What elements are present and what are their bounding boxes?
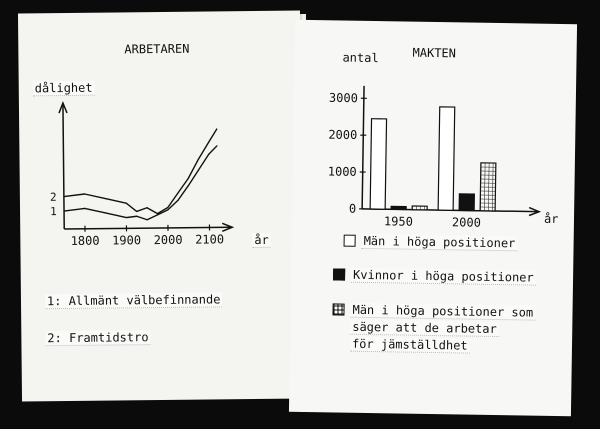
bar-1950-series-1 [370, 119, 386, 210]
bar-legend-3-line-3: för jämställdhet [350, 337, 470, 354]
series-marker-label-1: 1 [49, 205, 57, 219]
x-tick-label: 1800 [70, 233, 100, 248]
legend-entry-1: 1: Allmänt välbefinnande [45, 292, 223, 309]
y-tick-label: 2000 [328, 127, 358, 143]
left-page [18, 11, 304, 402]
x-tick-label: 2100 [195, 232, 225, 247]
legend-swatch-grid [332, 303, 344, 315]
bar-chart-x-label: år [543, 211, 559, 226]
bar-1950-series-2 [391, 206, 406, 209]
x-axis [64, 227, 230, 229]
y-tick-label: 1000 [327, 164, 357, 179]
bar-chart-title: MAKTEN [412, 45, 457, 61]
series-line-2 [63, 129, 217, 215]
bar-legend-3-line-2: säger att de arbetar [350, 320, 499, 337]
bar-legend-2: Kvinnor i höga positioner [351, 268, 536, 286]
bar-1950-series-3 [412, 206, 427, 210]
bar-2000-series-2 [459, 194, 474, 211]
y-tick-label: 0 [348, 201, 357, 216]
legend-entry-2: 2: Framtidstro [45, 330, 150, 346]
line-chart-x-label: år [252, 233, 271, 248]
bar-2000-series-3 [480, 163, 496, 211]
x-category-label: 2000 [451, 215, 481, 230]
line-chart-y-label: dålighet [33, 81, 95, 97]
bar-2000-series-1 [438, 107, 455, 210]
legend-swatch-black [333, 268, 345, 280]
right-page [289, 20, 577, 416]
bar-legend-1: Män i höga positioner [362, 234, 518, 251]
y-tick-label: 3000 [328, 90, 358, 106]
bar-chart [289, 20, 577, 416]
x-tick-label: 1900 [112, 233, 142, 248]
y-axis [362, 86, 364, 209]
legend-swatch-white [344, 235, 356, 247]
series-marker-label-2: 2 [49, 190, 57, 204]
line-chart-title: ARBETAREN [124, 41, 190, 57]
x-category-label: 1950 [383, 214, 414, 229]
x-tick-label: 2000 [153, 232, 183, 248]
bar-legend-3-line-1: Män i höga positioner som [350, 303, 535, 321]
bar-chart-y-label: antal [342, 50, 379, 66]
